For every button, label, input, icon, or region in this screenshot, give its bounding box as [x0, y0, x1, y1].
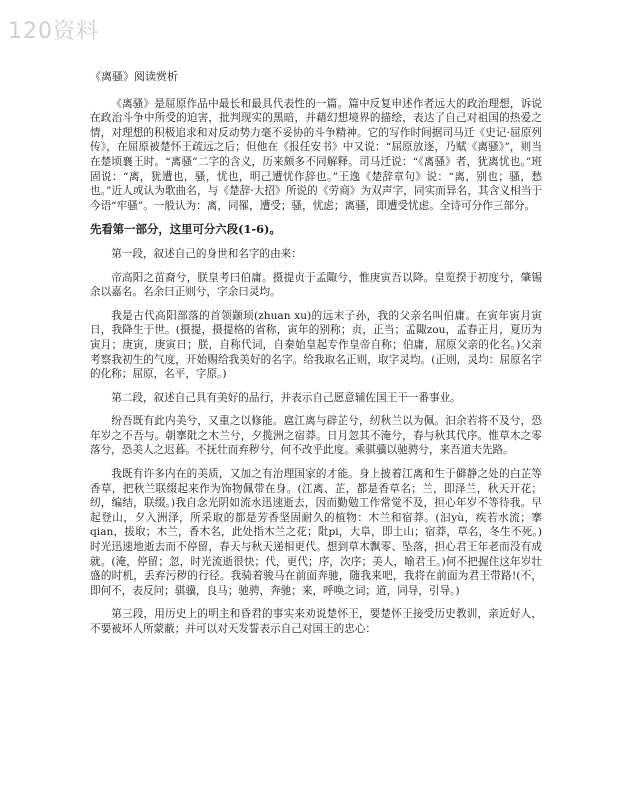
document-title: 《离骚》阅读赏析: [90, 70, 178, 83]
section-2-translation: 我既有许多内在的美质，又加之有治理国家的才能。身上披着江离和生于僻静之处的白芷等香草，把秋兰联缀起来作为饰物佩带在身。(江离、芷，都是香草名；兰，即泽兰，秋天开花；纫，编结，联缀。)我自念光阴如流水迅速逝去，因而勤勉工作常觉不及，担心年岁不等待我。早起登山，夕入洲泽，所采取的都是芳香坚固耐久的植物：木兰和宿莽。(汩yù，疾若水流；搴qian，拔取；木兰，香木名，此处指木兰之花；阰pi，大阜，即土山；宿莽，草名，冬生不死。)时光迅速地逝去而不停留，春天与秋天递相更代。想到草木飘零、坠落，担心君王年老而没有成就。(淹，停留；忽，时光流逝很快；代，更代；序，次序；美人，喻君王。)何不把握住这年岁壮盛的时机，丢弃污秽的行径。我骑着骏马在前面奔驰，随我来吧，我将在前面为君王带路!(不，即何不，表反问；骐骥，良马；驰骋，奔驰；来，呼唤之词；道，同导，引导。): [90, 468, 542, 597]
section-2-poem: 纷吾既有此内美兮，又重之以修能。扈江离与辟芷兮，纫秋兰以为佩。汩余若将不及兮，恐年岁之不吾与。朝搴阰之木兰兮，夕揽洲之宿莽。日月忽其不淹兮，春与秋其代序。惟草木之零落兮，恐美人之迟暮。不抚壮而弃秽兮，何不改乎此度。乘骐骥以驰骋兮，来吾道夫先路。: [90, 415, 542, 457]
watermark: 120资料: [8, 19, 99, 44]
section-1-intro: 第一段，叙述自己的身世和名字的由来：: [111, 247, 302, 260]
section-1-poem: 帝高阳之苗裔兮，朕皇考曰伯庸。摄提贞于孟陬兮，惟庚寅吾以降。皇览揆于初度兮，肇锡余以嘉名。名余曰正则兮，字余曰灵均。: [90, 271, 542, 299]
section-1-translation: 我是古代高阳部落的首领颛顼(zhuan xu)的远末子孙，我的父亲名叫伯庸。在寅年寅月寅日，我降生于世。(摄提，摄提格的省称，寅年的别称；贞，正当；孟陬zou，孟春正月，夏历为寅月；庚寅，庚寅日；朕，自称代词，自秦始皇起专作皇帝自称；伯庸，屈原父亲的化名。)父亲考察我初生的气度，开始赐给我美好的名字。给我取名正则，取字灵均。(正则，灵均：屈原名字的化称；屈原，名平，字原。): [90, 309, 542, 381]
document-body: [90, 70, 542, 646]
section-3-intro: 第三段，用历史上的明主和昏君的事实来劝说楚怀王，要楚怀王接受历史教训，亲近好人，不要被坏人所蒙蔽；并可以对天发誓表示自己对国王的忠心：: [90, 608, 542, 635]
section-2-intro: 第二段，叙述自己具有美好的品行，并表示自己愿意辅佐国王干一番事业。: [111, 391, 461, 404]
intro-paragraph: 《离骚》是屈原作品中最长和最具代表性的一篇。篇中反复申述作者远大的政治理想，诉说在政治斗争中所受的迫害，批判现实的黑暗，并藉幻想境界的描绘，表达了自己对祖国的热爱之情，对理想的积极追求和对反动势力毫不妥协的斗争精神。它的写作时间据司马迁《史记·屈原列传》，在屈原被楚怀王疏远之后；但他在《报任安书》中又说：“屈原放逐，乃赋《离骚》”，则当在楚顷襄王时。“离骚”二字的含义，历来颇多不同解释。司马迁说：“《离骚》者，犹离忧也。”班固说：“离，犹遭也，骚，忧也，明己遭忧作辞也。”王逸《楚辞章句》说：“离，别也；骚，愁也。”近人或认为歌曲名，与《楚辞·大招》所说的《劳商》为双声字，同实而异名，其含义相当于今语“牢骚”。一般认为：离，同罹，遭受；骚，忧虑；离骚，即遭受忧虑。全诗可分作三部分。: [90, 97, 542, 212]
section-heading: 先看第一部分，这里可分六段(1-6)。: [90, 222, 281, 237]
